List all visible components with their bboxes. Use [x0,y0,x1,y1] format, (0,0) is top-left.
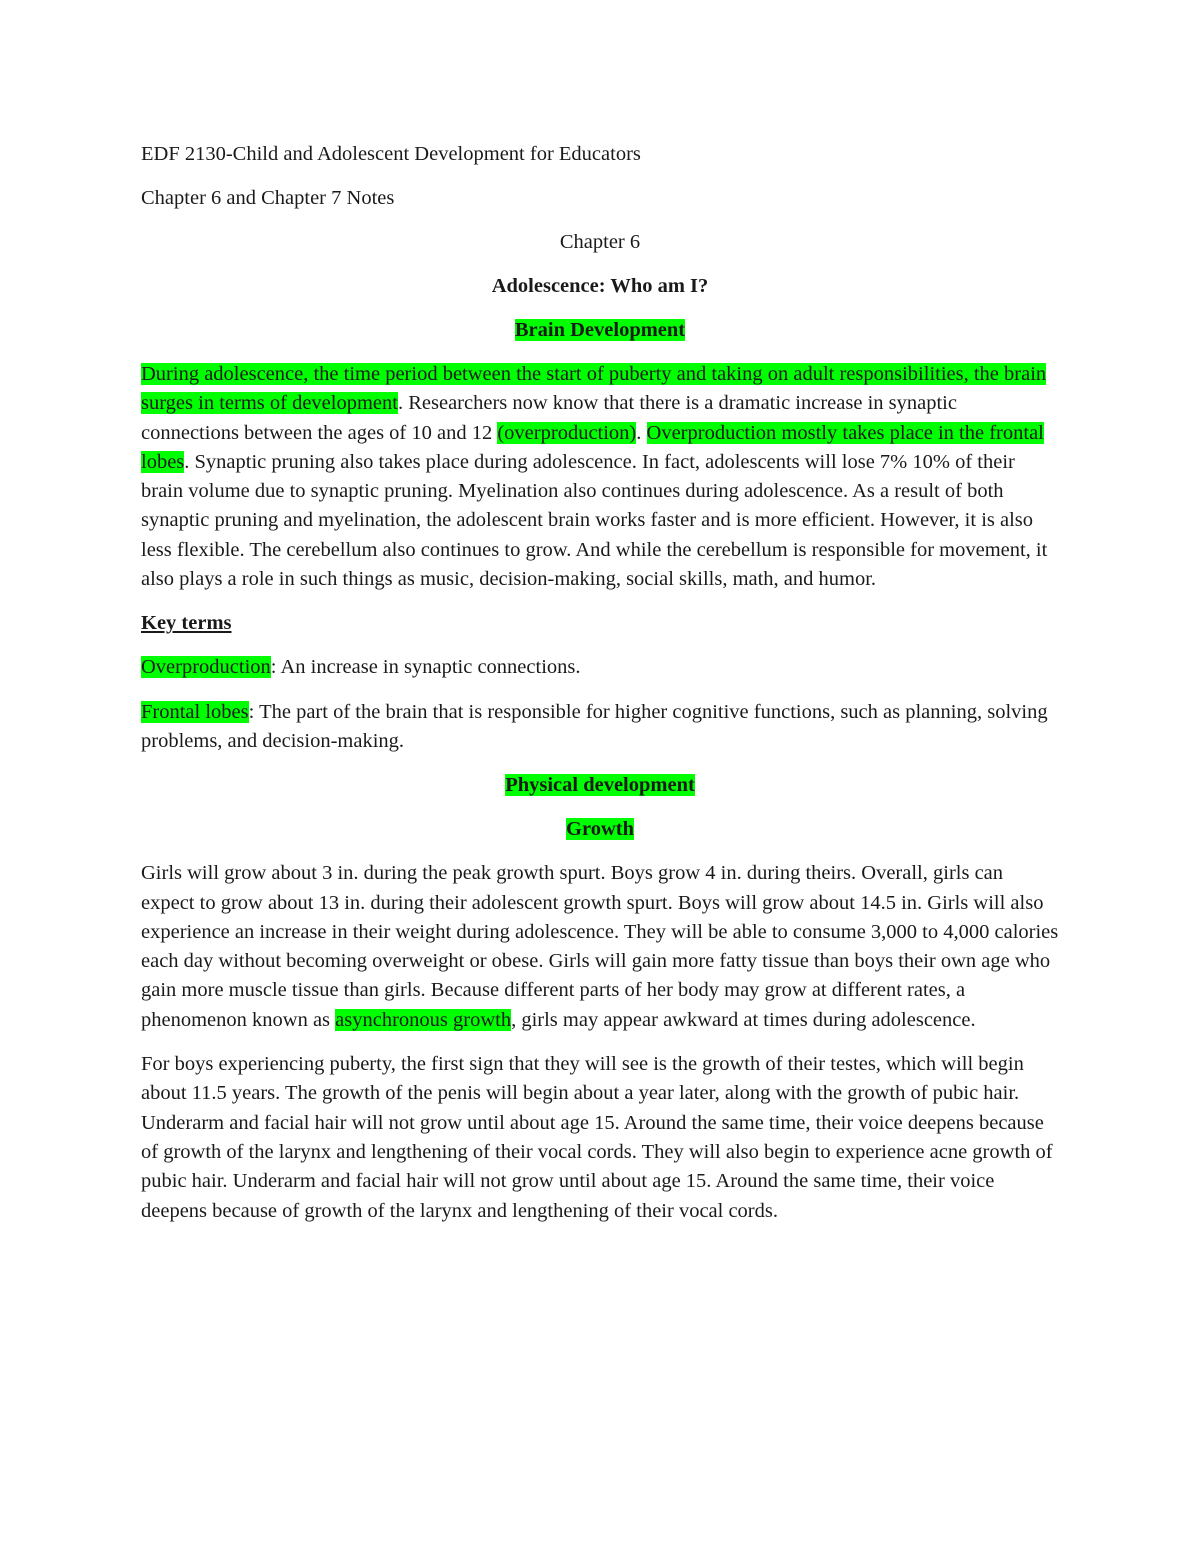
key-term-definition: : An increase in synaptic connections. [270,656,581,679]
paragraph-text: , girls may appear awkward at times during adolescence. [511,1008,976,1031]
paragraph-text: . Synaptic pruning also takes place during adolescence. In fact, adolescents will lose 7% 10% of their brain volume due to synaptic pruning. Myelination also continues during adolescence. As a result of both synaptic pruning and myelination, the adolescent brain works faster and is more efficient. However, it is also less flexible. The cerebellum also continues to grow. And while the cerebellum is responsible for movement, it also plays a role in such things as music, decision-making, social skills, math, and humor. [141,450,1048,591]
brain-development-paragraph [141,360,1059,594]
highlight-frontal-lobes: Overproduction mostly takes place in the frontal lobes [141,421,1044,473]
key-terms-heading: Key terms [141,612,232,635]
highlight-adolescence-definition: During adolescence, the time period between the start of puberty and taking on adult responsibilities, the brain surges in terms of development [141,363,1047,415]
key-term-frontal-lobes [141,698,1059,757]
chapter-label: Chapter 6 [559,231,641,253]
paragraph-text: Girls will grow about 3 in. during the peak growth spurt. Boys grow 4 in. during theirs. Overall, girls can expect to grow about 13 in. during their adolescent growth spurt. Boys will grow about 14.5 in. Girls will also experience an increase in their weight during adolescence. They will be able to consume 3,000 to 4,000 calories each day without becoming overweight or obese. Girls will gain more fatty tissue than boys their own age who gain more muscle tissue than girls. Because different parts of her body may grow at different rates, a phenomenon known as [141,862,1059,1031]
boys-puberty-paragraph: For boys experiencing puberty, the first sign that they will see is the growth of their testes, which will begin about 11.5 years. The growth of the penis will begin about a year later, along with the growth of pubic hair. Underarm and facial hair will not grow until about age 15. Around the same time, their voice deepens because of growth of the larynx and lengthening of their vocal cords. They will also begin to experience acne growth of pubic hair. Underarm and facial hair will not grow until about age 15. Around the same time, their voice deepens because of growth of the larynx and lengthening of their vocal cords. [141,1053,1053,1222]
growth-heading [141,815,1059,844]
document-page [141,140,1059,1241]
growth-heading-text: Growth [566,818,634,841]
physical-development-heading [141,771,1059,800]
course-title: EDF 2130-Child and Adolescent Development for Educators [141,143,641,165]
paragraph-text: . [636,421,647,444]
chapter-title: Adolescence: Who am I? [491,275,709,297]
key-term-definition: : The part of the brain that is responsible for higher cognitive functions, such as planning, solving problems, and decision-making. [141,700,1048,752]
highlight-overproduction: (overproduction) [497,421,637,444]
brain-development-heading [141,316,1059,345]
key-term-label: Frontal lobes [141,700,249,723]
physical-development-heading-text: Physical development [505,774,695,797]
girls-growth-paragraph [141,859,1059,1035]
highlight-asynchronous-growth: asynchronous growth [335,1008,512,1031]
key-term-overproduction [141,653,1059,682]
key-term-label: Overproduction [141,656,271,679]
brain-development-heading-text: Brain Development [514,319,686,341]
paragraph-text: . Researchers now know that there is a dramatic increase in synaptic connections between the ages of 10 and 12 [141,392,957,444]
notes-title: Chapter 6 and Chapter 7 Notes [141,187,395,209]
